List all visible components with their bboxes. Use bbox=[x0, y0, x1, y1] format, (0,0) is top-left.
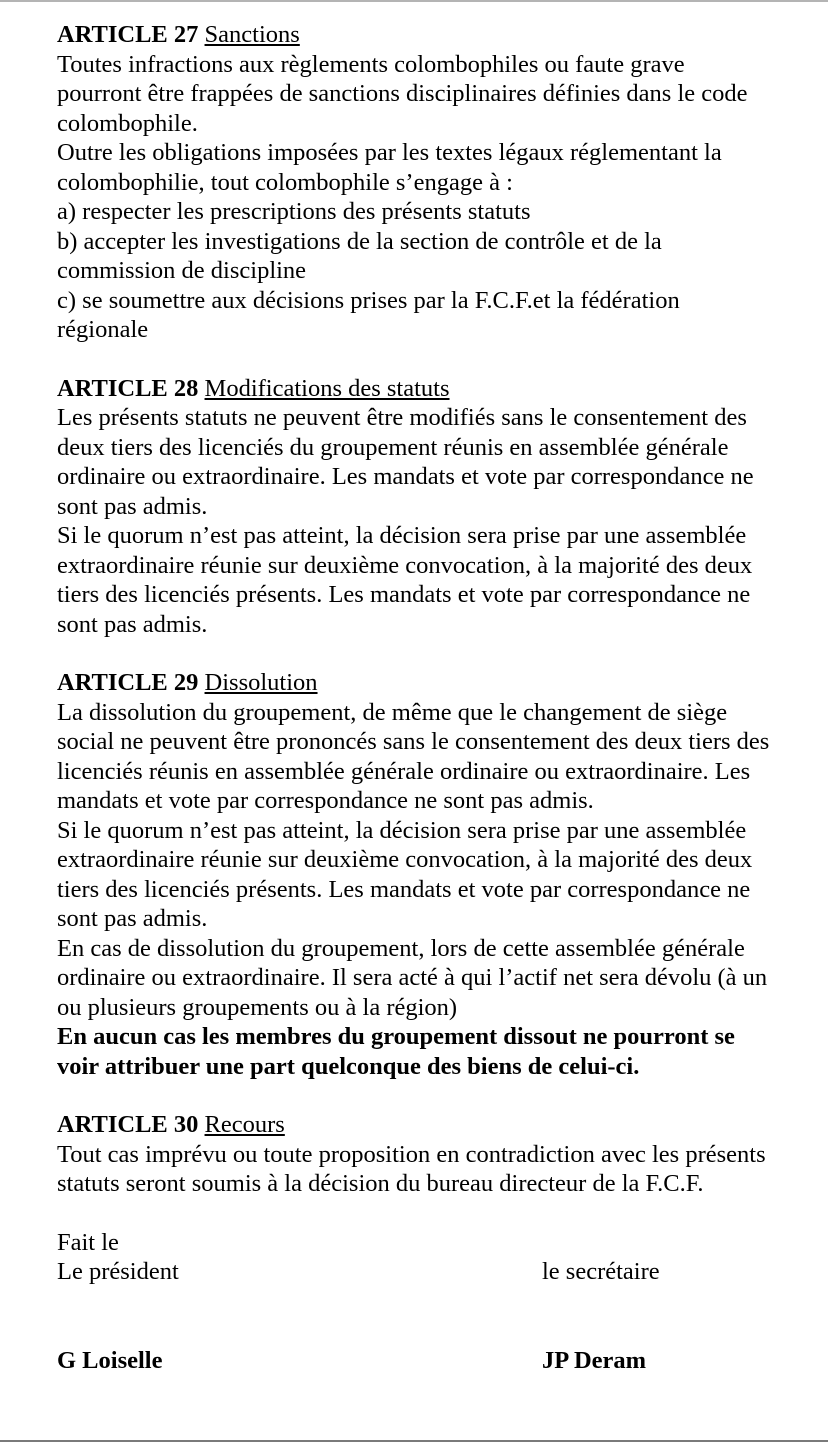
article-27-item-a: a) respecter les prescriptions des présents statuts bbox=[57, 198, 531, 225]
article-27-item-c: c) se soumettre aux décisions prises par la F.C.F.et la fédération régionale bbox=[57, 286, 680, 343]
article-heading-27 bbox=[57, 20, 773, 50]
secretary-role-label: le secrétaire bbox=[542, 1258, 660, 1285]
article-28-paragraph-2: Si le quorum n’est pas atteint, la décision sera prise par une assemblée extraordinaire réunie sur deuxième convocation, à la majorité des deux tiers des licenciés présents. Les mandats et vote par correspondance ne sont pas admis. bbox=[57, 522, 753, 638]
article-section-28 bbox=[57, 374, 773, 640]
secretary-name: JP Deram bbox=[542, 1346, 647, 1374]
article-29-paragraph-1: La dissolution du groupement, de même que le changement de siège social ne peuvent être prononcés sans le consentement des deux tiers des licenciés réunis en assemblée générale ordinaire ou extraordinaire. Les mandats et vote par correspondance ne sont pas admis. bbox=[57, 698, 770, 814]
article-27-paragraph-1: Toutes infractions aux règlements colombophiles ou faute grave pourront être frappées de sanctions disciplinaires définies dans le code colombophile. bbox=[57, 50, 748, 137]
article-section-30 bbox=[57, 1110, 773, 1199]
president-name: G Loiselle bbox=[57, 1346, 163, 1374]
signature-role-line bbox=[57, 1257, 773, 1287]
president-role-label: Le président bbox=[57, 1258, 179, 1285]
article-title-30: Recours bbox=[204, 1111, 285, 1138]
article-27-item-b: b) accepter les investigations de la section de contrôle et de la commission de discipline bbox=[57, 227, 662, 284]
signature-space bbox=[57, 1287, 773, 1346]
article-title-28: Modifications des statuts bbox=[204, 374, 450, 402]
article-number-30: ARTICLE 30 bbox=[57, 1111, 199, 1138]
article-title-29: Dissolution bbox=[204, 669, 318, 696]
signature-name-line bbox=[57, 1346, 773, 1376]
document-text-column bbox=[57, 20, 773, 1375]
article-heading-29 bbox=[57, 668, 773, 698]
signature-date-label: Fait le bbox=[57, 1228, 119, 1256]
article-number-28: ARTICLE 28 bbox=[57, 374, 199, 402]
article-30-paragraph-1: Tout cas imprévu ou toute proposition en contradiction avec les présents statuts seront soumis à la décision du bureau directeur de la F.C.F. bbox=[57, 1140, 766, 1197]
article-heading-30 bbox=[57, 1110, 773, 1140]
article-28-paragraph-1: Les présents statuts ne peuvent être modifiés sans le consentement des deux tiers des licenciés du groupement réunis en assemblée générale ordinaire ou extraordinaire. Les mandats et vote par correspondance ne sont pas admis. bbox=[57, 404, 754, 520]
page-top-edge-rule bbox=[0, 0, 828, 2]
article-29-paragraph-4-emphasis: En aucun cas les membres du groupement dissout ne pourront se voir attribuer une part quelconque des biens de celui-ci. bbox=[57, 1023, 735, 1080]
article-number-29: ARTICLE 29 bbox=[57, 669, 199, 696]
article-section-27 bbox=[57, 20, 773, 345]
signature-date-line bbox=[57, 1228, 773, 1258]
article-title-27: Sanctions bbox=[204, 21, 300, 48]
article-29-paragraph-2: Si le quorum n’est pas atteint, la décision sera prise par une assemblée extraordinaire réunie sur deuxième convocation, à la majorité des deux tiers des licenciés présents. Les mandats et vote par correspondance ne sont pas admis. bbox=[57, 816, 753, 932]
article-section-29 bbox=[57, 668, 773, 1081]
article-29-paragraph-3: En cas de dissolution du groupement, lors de cette assemblée générale ordinaire ou extraordinaire. Il sera acté à qui l’actif net sera dévolu (à un ou plusieurs groupements ou à la région) bbox=[57, 934, 768, 1021]
article-number-27: ARTICLE 27 bbox=[57, 21, 199, 48]
signature-block bbox=[57, 1228, 773, 1376]
article-heading-28 bbox=[57, 374, 773, 404]
article-27-paragraph-2: Outre les obligations imposées par les textes légaux réglementant la colombophilie, tout colombophile s’engage à : bbox=[57, 139, 722, 196]
